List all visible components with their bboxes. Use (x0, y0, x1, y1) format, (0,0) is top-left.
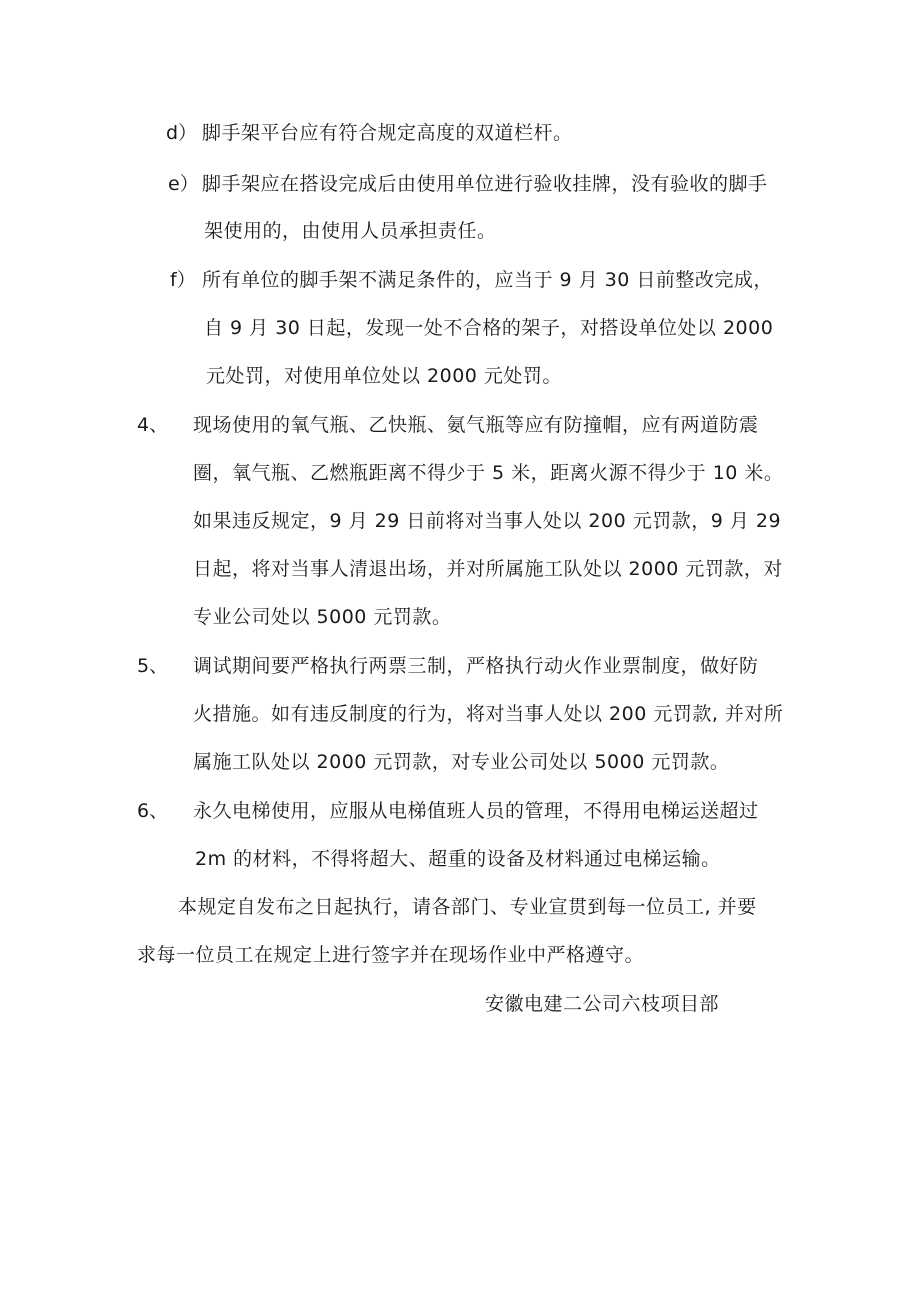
item-4-line-1: 现场使用的氧气瓶、乙快瓶、氨气瓶等应有防撞帽，应有两道防震 (193, 414, 759, 436)
item-4-line-2: 圈，氧气瓶、乙燃瓶距离不得少于 5 米，距离火源不得少于 10 米。 (193, 462, 784, 484)
item-5-line-3: 属施工队处以 2000 元罚款，对专业公司处以 5000 元罚款。 (193, 751, 730, 773)
sub-item-f-marker: f） (170, 269, 196, 291)
item-6-number: 6、 (137, 800, 169, 822)
item-4-number: 4、 (137, 414, 169, 436)
item-6-line-2: 2m 的材料，不得将超大、超重的设备及材料通过电梯运输。 (195, 848, 721, 870)
item-5-line-2: 火措施。如有违反制度的行为，将对当事人处以 200 元罚款, 并对所 (193, 703, 784, 725)
sub-item-f-line-2: 自 9 月 30 日起，发现一处不合格的架子，对搭设单位处以 2000 (204, 317, 774, 339)
sub-item-e-line-2: 架使用的，由使用人员承担责任。 (204, 220, 497, 242)
item-5-number: 5、 (137, 655, 169, 677)
item-4-line-3: 如果违反规定，9 月 29 日前将对当事人处以 200 元罚款，9 月 29 (193, 510, 782, 532)
item-5-line-1: 调试期间要严格执行两票三制，严格执行动火作业票制度，做好防 (193, 655, 759, 677)
item-6-line-1: 永久电梯使用，应服从电梯值班人员的管理，不得用电梯运送超过 (193, 800, 759, 822)
item-4-line-5: 专业公司处以 5000 元罚款。 (193, 606, 452, 628)
sub-item-d-marker: d） (166, 122, 198, 144)
item-4-line-4: 日起，将对当事人清退出场，并对所属施工队处以 2000 元罚款，对 (193, 558, 783, 580)
signature: 安徽电建二公司六枝项目部 (485, 993, 720, 1015)
closing-line-2: 求每一位员工在规定上进行签字并在现场作业中严格遵守。 (137, 944, 645, 966)
sub-item-e-line-1: 脚手架应在搭设完成后由使用单位进行验收挂牌，没有验收的脚手 (202, 173, 768, 195)
sub-item-f-line-3: 元处罚，对使用单位处以 2000 元处罚。 (206, 365, 562, 387)
closing-line-1: 本规定自发布之日起执行，请各部门、专业宣贯到每一位员工, 并要 (178, 896, 757, 918)
sub-item-f-line-1: 所有单位的脚手架不满足条件的，应当于 9 月 30 日前整改完成， (202, 269, 773, 291)
sub-item-e-marker: e） (168, 173, 199, 195)
sub-item-d-line-1: 脚手架平台应有符合规定高度的双道栏杆。 (202, 122, 573, 144)
